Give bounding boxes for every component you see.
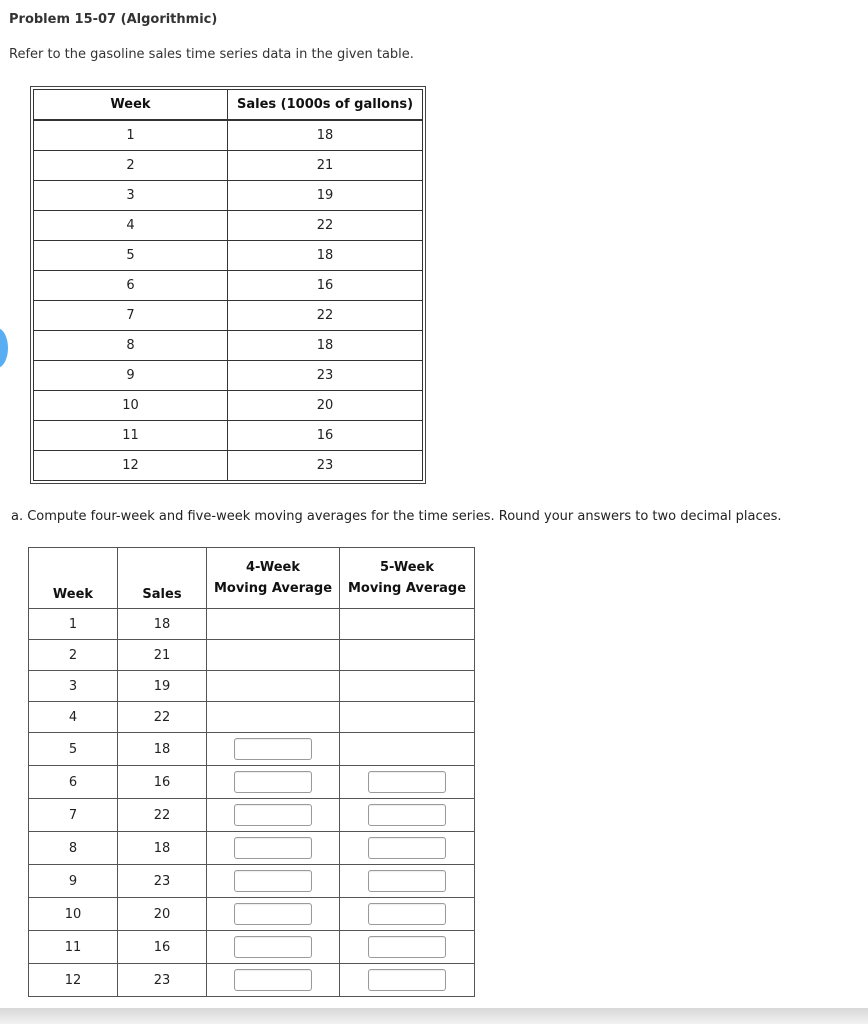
cell-sales: 23: [228, 361, 423, 391]
answer-cell-ma5: [340, 832, 475, 865]
answer-cell-ma5: [340, 640, 475, 671]
answer-header-5-week: [340, 548, 475, 609]
data-table-row: [33, 421, 423, 451]
answer-cell-ma5: [340, 799, 475, 832]
cell-week: 8: [33, 331, 228, 361]
answer-header-4-week: [207, 548, 340, 609]
answer-cell-ma4: [207, 640, 340, 671]
answer-table-row: [29, 671, 475, 702]
answer-table-header-row: [29, 548, 475, 609]
header-4-week-line1: 4-Week: [245, 560, 300, 575]
answer-cell-sales: 22: [118, 702, 207, 733]
4-week-moving-average-input[interactable]: [234, 837, 312, 859]
data-table-row: [33, 361, 423, 391]
problem-title: Problem 15-07 (Algorithmic): [9, 12, 218, 27]
answer-table-row: [29, 733, 475, 766]
answer-cell-ma5: [340, 898, 475, 931]
answer-table-row: [29, 832, 475, 865]
answer-cell-ma4: [207, 931, 340, 964]
data-table-header-row: [33, 89, 423, 120]
cell-week: 12: [33, 451, 228, 481]
sales-data-table: [33, 89, 423, 481]
answer-table-row: [29, 898, 475, 931]
answer-cell-ma4: [207, 702, 340, 733]
cell-week: 11: [33, 421, 228, 451]
answer-header-sales: Sales: [118, 548, 207, 609]
problem-intro: Refer to the gasoline sales time series data in the given table.: [9, 47, 414, 62]
data-table-frame: [30, 86, 426, 484]
cell-sales: 18: [228, 120, 423, 151]
answer-cell-sales: 21: [118, 640, 207, 671]
cell-sales: 18: [228, 331, 423, 361]
answer-cell-week: 7: [29, 799, 118, 832]
answer-cell-ma5: [340, 931, 475, 964]
answer-cell-week: 8: [29, 832, 118, 865]
cell-sales: 18: [228, 241, 423, 271]
column-header-sales: Sales (1000s of gallons): [228, 89, 423, 120]
data-table-row: [33, 241, 423, 271]
header-4-week-line2: Moving Average: [213, 581, 333, 596]
cell-week: 9: [33, 361, 228, 391]
moving-average-table: [28, 547, 475, 997]
cell-sales: 21: [228, 151, 423, 181]
5-week-moving-average-input[interactable]: [368, 903, 446, 925]
answer-cell-week: 6: [29, 766, 118, 799]
4-week-moving-average-input[interactable]: [234, 870, 312, 892]
cell-sales: 16: [228, 271, 423, 301]
answer-cell-week: 4: [29, 702, 118, 733]
answer-cell-sales: 16: [118, 766, 207, 799]
column-header-week: Week: [33, 89, 228, 120]
cell-sales: 23: [228, 451, 423, 481]
cell-sales: 22: [228, 301, 423, 331]
answer-cell-ma4: [207, 964, 340, 997]
5-week-moving-average-input[interactable]: [368, 936, 446, 958]
cell-week: 7: [33, 301, 228, 331]
answer-cell-sales: 20: [118, 898, 207, 931]
answer-cell-ma5: [340, 865, 475, 898]
4-week-moving-average-input[interactable]: [234, 903, 312, 925]
answer-cell-ma5: [340, 609, 475, 640]
5-week-moving-average-input[interactable]: [368, 837, 446, 859]
answer-cell-ma4: [207, 832, 340, 865]
data-table-row: [33, 151, 423, 181]
answer-cell-ma4: [207, 766, 340, 799]
cell-week: 1: [33, 120, 228, 151]
5-week-moving-average-input[interactable]: [368, 969, 446, 991]
answer-cell-ma4: [207, 671, 340, 702]
answer-cell-ma5: [340, 702, 475, 733]
answer-table-row: [29, 865, 475, 898]
answer-table-row: [29, 799, 475, 832]
data-table-row: [33, 301, 423, 331]
answer-table-row: [29, 766, 475, 799]
answer-cell-sales: 18: [118, 609, 207, 640]
answer-cell-ma4: [207, 733, 340, 766]
data-table-row: [33, 120, 423, 151]
answer-cell-sales: 18: [118, 733, 207, 766]
answer-cell-sales: 22: [118, 799, 207, 832]
data-table-row: [33, 211, 423, 241]
data-table-row: [33, 331, 423, 361]
data-table-body: [33, 120, 423, 481]
answer-cell-sales: 19: [118, 671, 207, 702]
answer-cell-week: 1: [29, 609, 118, 640]
cell-week: 5: [33, 241, 228, 271]
answer-cell-week: 5: [29, 733, 118, 766]
page-bottom-edge: [0, 1008, 868, 1024]
answer-cell-ma5: [340, 964, 475, 997]
data-table-row: [33, 271, 423, 301]
answer-table-row: [29, 931, 475, 964]
cell-sales: 22: [228, 211, 423, 241]
answer-cell-week: 12: [29, 964, 118, 997]
header-5-week-line1: 5-Week: [379, 560, 434, 575]
answer-cell-week: 3: [29, 671, 118, 702]
4-week-moving-average-input[interactable]: [234, 804, 312, 826]
cell-week: 4: [33, 211, 228, 241]
answer-table-row: [29, 702, 475, 733]
answer-header-week: Week: [29, 548, 118, 609]
answer-cell-sales: 23: [118, 964, 207, 997]
answer-table-row: [29, 964, 475, 997]
4-week-moving-average-input[interactable]: [234, 738, 312, 760]
answer-cell-ma4: [207, 865, 340, 898]
data-table-row: [33, 391, 423, 421]
answer-cell-sales: 18: [118, 832, 207, 865]
cell-week: 6: [33, 271, 228, 301]
answer-cell-sales: 16: [118, 931, 207, 964]
data-table-row: [33, 451, 423, 481]
cell-sales: 20: [228, 391, 423, 421]
5-week-moving-average-input[interactable]: [368, 870, 446, 892]
answer-table-row: [29, 609, 475, 640]
header-5-week-line2: Moving Average: [347, 581, 467, 596]
5-week-moving-average-input[interactable]: [368, 804, 446, 826]
answer-table-body: [29, 609, 475, 997]
question-a: a. Compute four-week and five-week moving averages for the time series. Round your answers to two decimal places.: [11, 509, 782, 524]
answer-cell-ma4: [207, 799, 340, 832]
side-tab-handle[interactable]: [0, 328, 8, 368]
answer-cell-ma5: [340, 733, 475, 766]
answer-cell-sales: 23: [118, 865, 207, 898]
answer-cell-ma5: [340, 766, 475, 799]
4-week-moving-average-input[interactable]: [234, 936, 312, 958]
cell-week: 2: [33, 151, 228, 181]
4-week-moving-average-input[interactable]: [234, 969, 312, 991]
cell-sales: 19: [228, 181, 423, 211]
answer-cell-week: 9: [29, 865, 118, 898]
answer-cell-week: 11: [29, 931, 118, 964]
data-table-row: [33, 181, 423, 211]
answer-cell-ma4: [207, 609, 340, 640]
answer-cell-week: 10: [29, 898, 118, 931]
5-week-moving-average-input[interactable]: [368, 771, 446, 793]
answer-cell-week: 2: [29, 640, 118, 671]
cell-sales: 16: [228, 421, 423, 451]
answer-cell-ma4: [207, 898, 340, 931]
cell-week: 3: [33, 181, 228, 211]
answer-cell-ma5: [340, 671, 475, 702]
answer-table-row: [29, 640, 475, 671]
cell-week: 10: [33, 391, 228, 421]
4-week-moving-average-input[interactable]: [234, 771, 312, 793]
